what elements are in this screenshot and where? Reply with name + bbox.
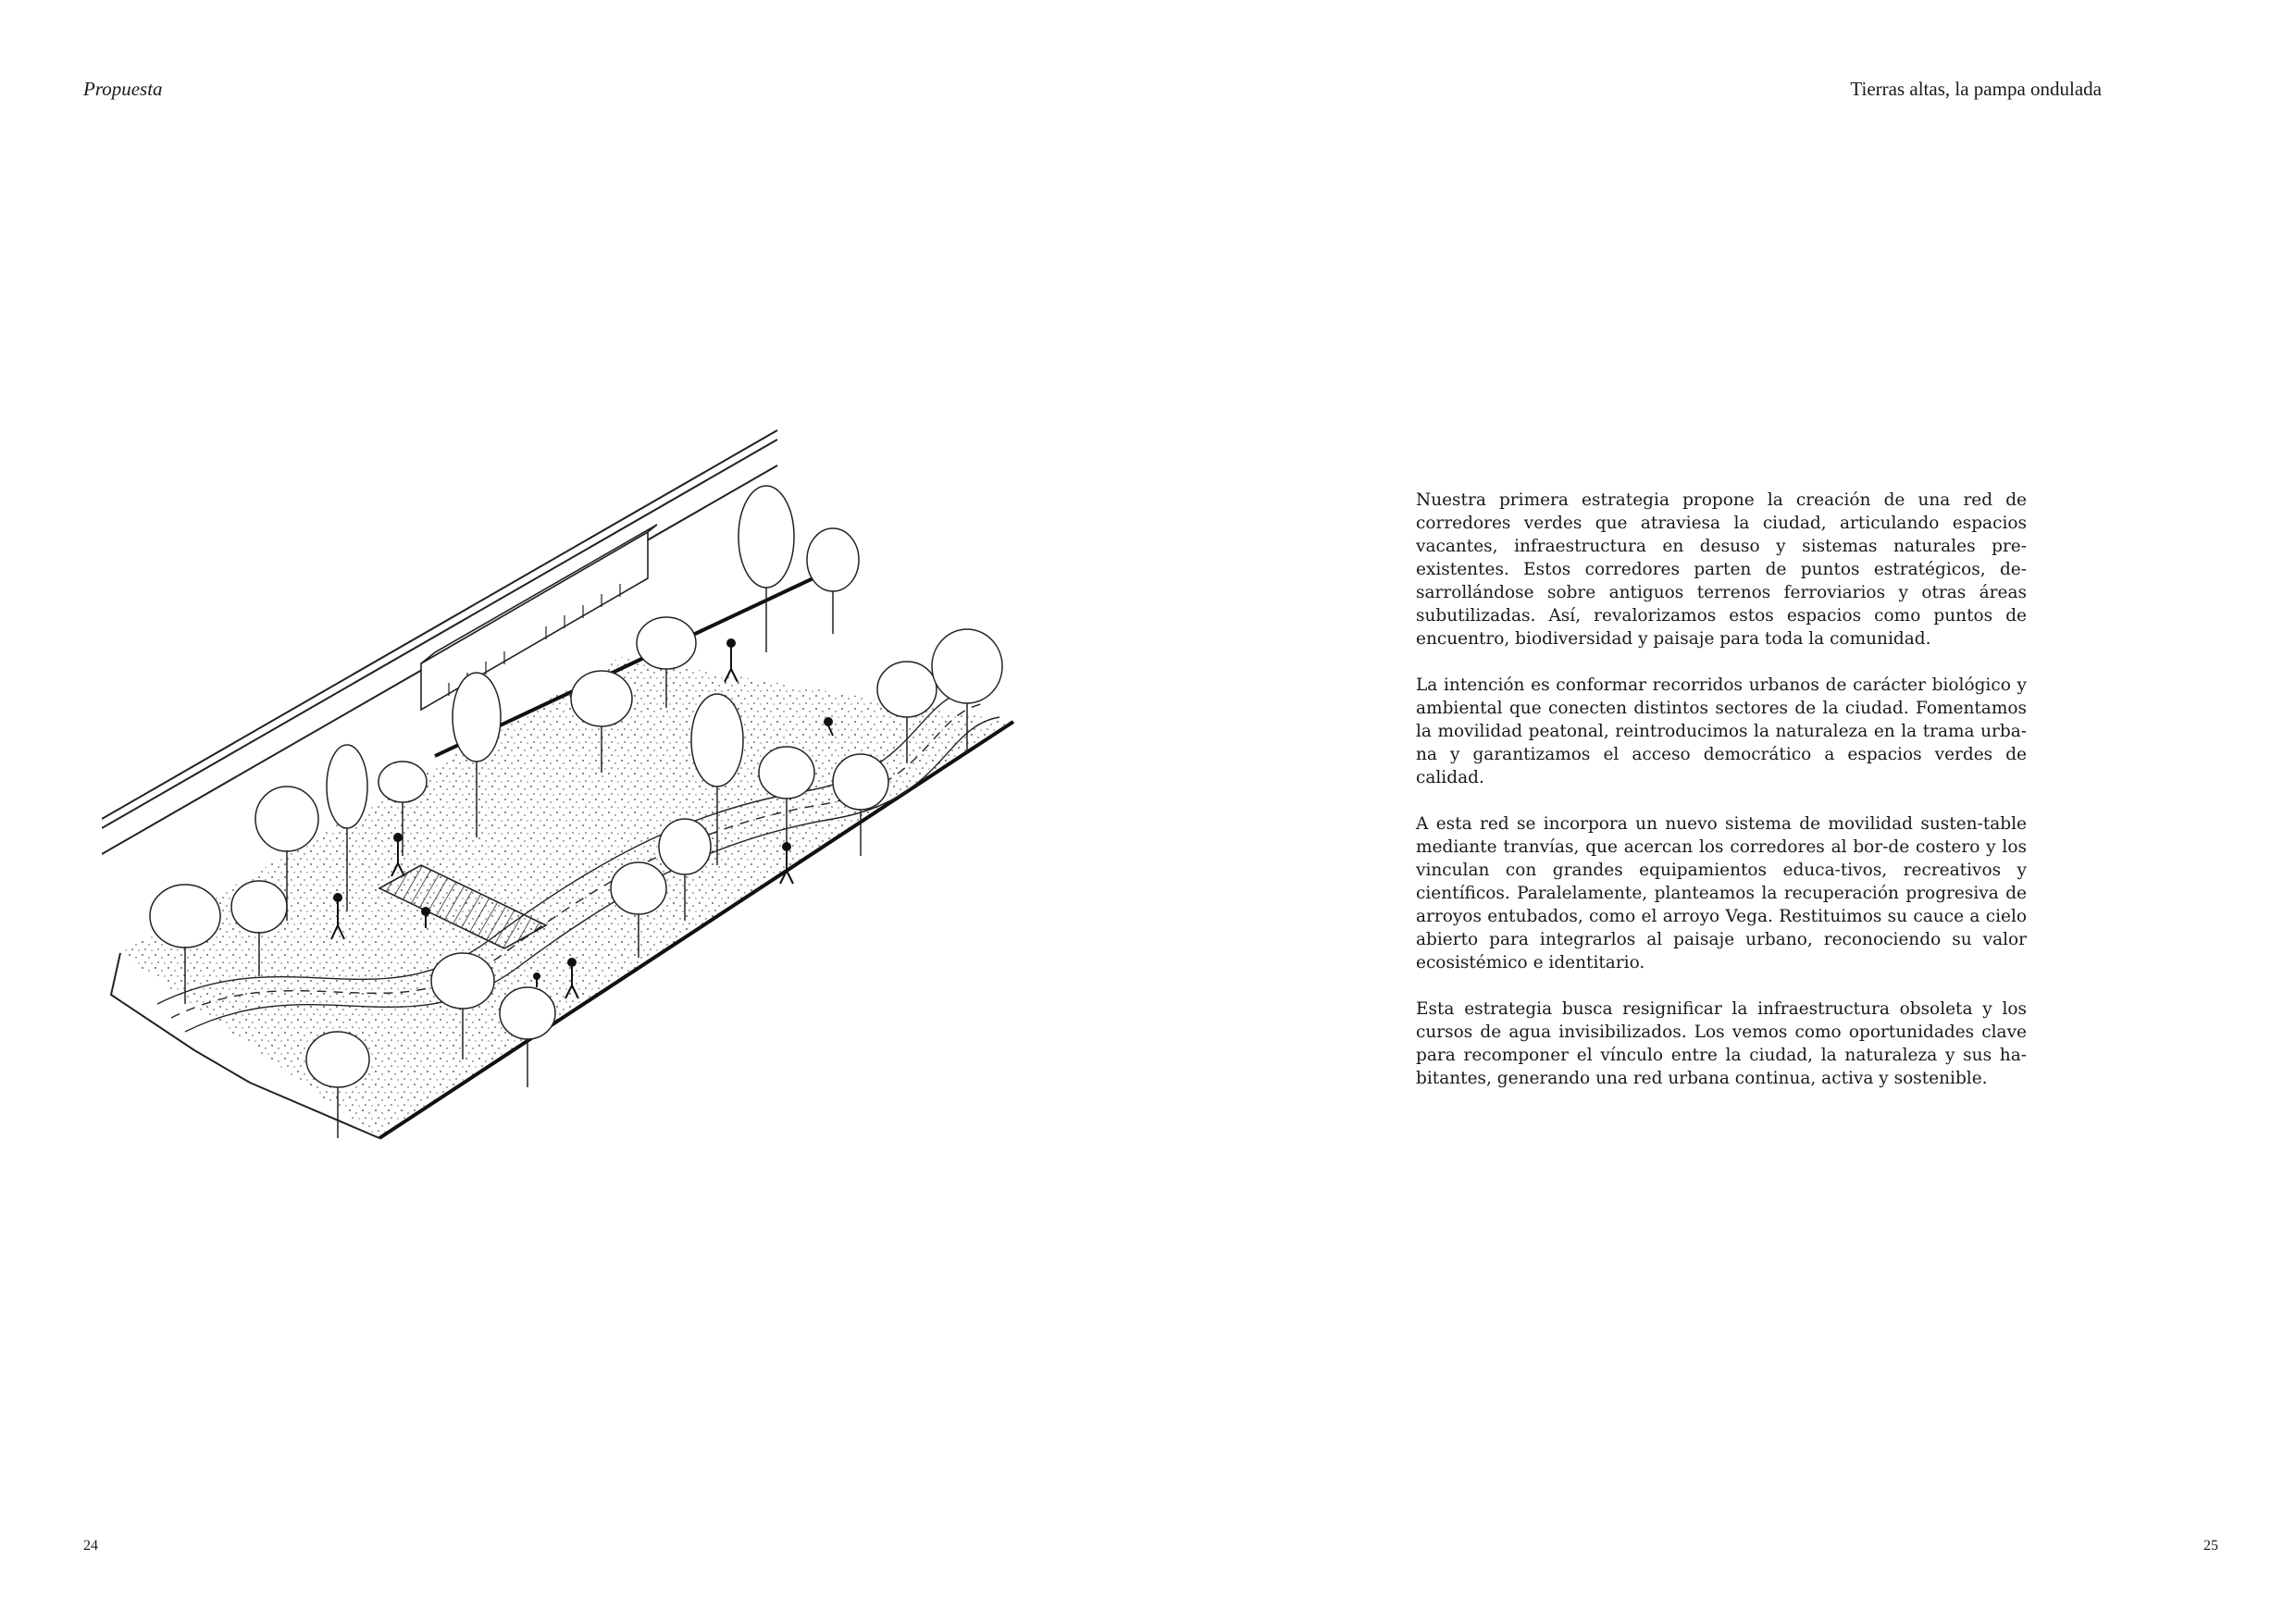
paragraph: Esta estrategia busca resignificar la infraestructura obsoleta y los cursos de agua invisibilizados. Los vemos como oportunidades clave para recomponer el vínculo entre la ciudad, la naturaleza y sus ha-bitantes, generando una red urbana continua, activa y sostenible.	[1416, 999, 2027, 1088]
paragraph: A esta red se incorpora un nuevo sistema de movilidad susten-table mediante tranvías, que acercan los corredores al bor-de costero y los vinculan con grandes equipamientos educa-tivos, recreativos y científicos. Paralelamente, planteamos la recuperación progresiva de arroyos entubados, como el arroyo Vega. Restituimos su cauce a cielo abierto para integrarlos al paisaje urbano, reconociendo su valor ecosistémico e identitario.	[1416, 814, 2027, 973]
paragraph: Nuestra primera estrategia propone la creación de una red de corredores verdes que atraviesa la ciudad, articulando espacios vacantes, infraestructura en desuso y sistemas naturales pre-existentes. Estos corredores parten de puntos estratégicos, de-sarrollándose sobre antiguos terrenos ferroviarios y otras áreas subutilizadas. Así, revalorizamos estos espacios como puntos de encuentro, biodiversidad y paisaje para toda la comunidad.	[1416, 490, 2027, 649]
paragraph: La intención es conformar recorridos urbanos de carácter biológico y ambiental que conecten distintos sectores de la ciudad. Fomentamos la movilidad peatonal, reintroducimos la naturaleza en la trama urba-na y garantizamos el acceso democrático a espacios verdes de calidad.	[1416, 675, 2027, 787]
right-page	[1148, 0, 2296, 1623]
page-number-right: 25	[2203, 1538, 2218, 1554]
isometric-green-corridor-illustration	[102, 421, 1027, 1143]
running-head-chapter: Tierras altas, la pampa ondulada	[1850, 78, 2102, 100]
ground-platform	[111, 569, 1013, 1138]
body-text	[1416, 489, 2027, 1113]
page-number-left: 24	[83, 1538, 98, 1554]
running-head-section: Propuesta	[83, 78, 163, 100]
